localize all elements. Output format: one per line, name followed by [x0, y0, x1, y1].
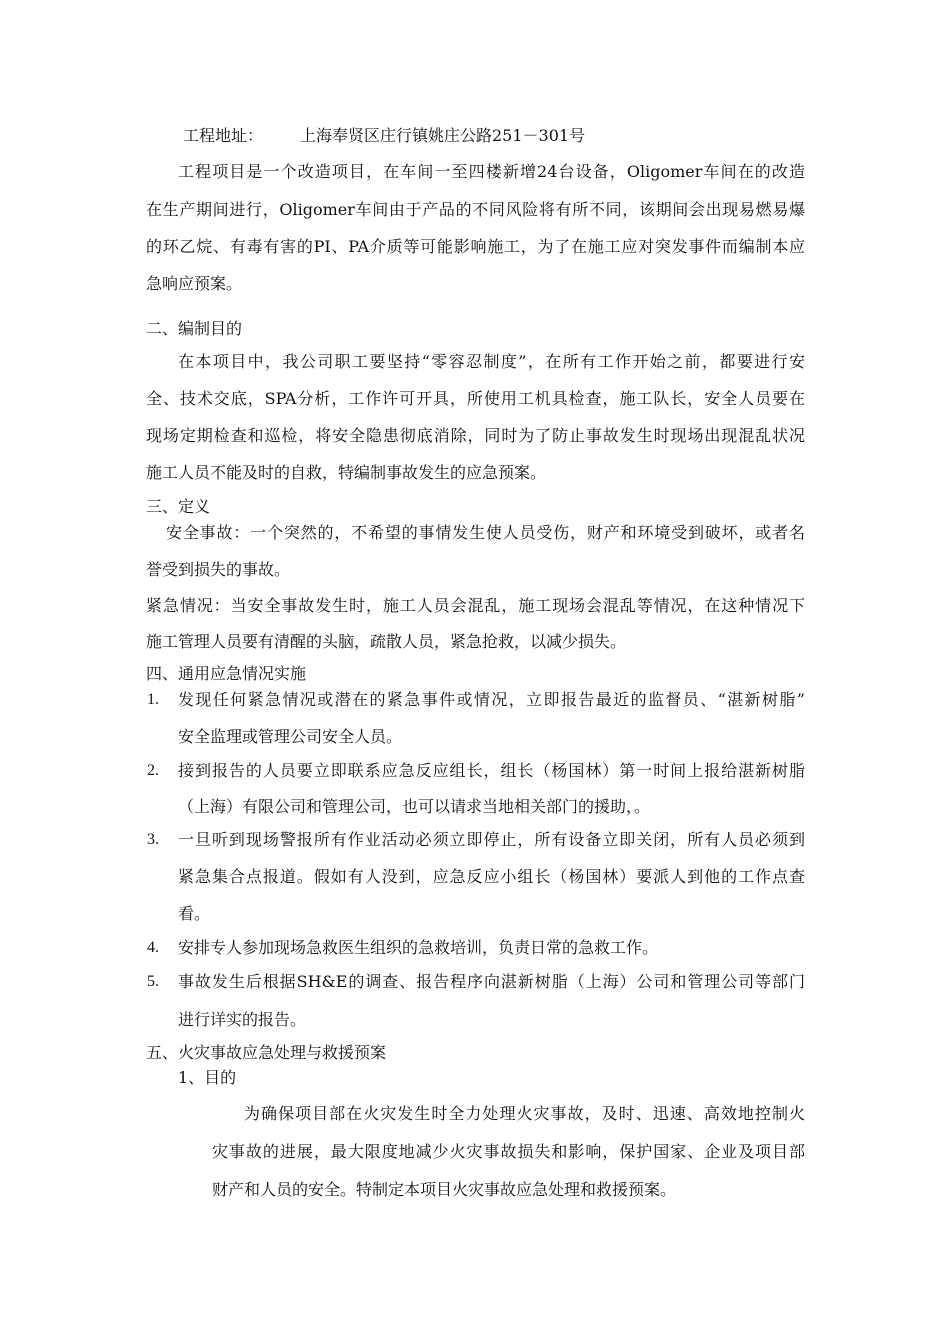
intro-line-3: 的环乙烷、有毒有害的PI、PA介质等可能影响施工，为了在施工应对突发事件而编制本应	[146, 237, 805, 256]
item-3-line-2: 紧急集合点报道。假如有人没到，应急反应小组长（杨国林）要派人到他的工作点查	[178, 867, 805, 886]
item-3-line-3: 看。	[178, 904, 211, 923]
item-1-line-1: 发现任何紧急情况或潜在的紧急事件或情况，立即报告最近的监督员、“湛新树脂”	[178, 690, 805, 709]
intro-line-4: 急响应预案。	[146, 274, 243, 293]
intro-line-2: 在生产期间进行，Oligomer车间由于产品的不同风险将有所不同，该期间会出现易燃易爆	[146, 200, 805, 219]
section-2-heading: 二、编制目的	[146, 319, 243, 338]
item-2-line-2: （上海）有限公司和管理公司，也可以请求当地相关部门的援助，。	[178, 797, 651, 816]
section-2-line-1: 在本项目中，我公司职工要坚持“零容忍制度”，在所有工作开始之前，都要进行安	[178, 352, 805, 371]
section-2-line-2: 全、技术交底，SPA分析，工作许可开具，所使用工机具检查，施工队长，安全人员要在	[146, 389, 805, 408]
item-1-line-2: 安全监理或管理公司安全人员。	[178, 727, 403, 746]
section-4-heading: 四、通用应急情况实施	[146, 664, 307, 683]
section-5-line-2: 灾事故的进展，最大限度地减少火灾事故损失和影响，保护国家、企业及项目部	[212, 1142, 805, 1161]
item-5-number: 5.	[147, 973, 159, 990]
item-4-number: 4.	[147, 939, 159, 956]
section-5-line-3: 财产和人员的安全。特制定本项目火灾事故应急处理和救援预案。	[212, 1180, 677, 1199]
section-2-line-3: 现场定期检查和巡检，将安全隐患彻底消除，同时为了防止事故发生时现场出现混乱状况	[146, 426, 805, 445]
intro-line-1: 工程项目是一个改造项目，在车间一至四楼新增24台设备，Oligomer车间在的改造	[178, 162, 805, 181]
item-4-line-1: 安排专人参加现场急救医生组织的急救培训，负责日常的急救工作。	[178, 938, 659, 957]
item-2-line-1: 接到报告的人员要立即联系应急反应组长，组长（杨国林）第一时间上报给湛新树脂	[178, 761, 805, 780]
item-1-number: 1.	[147, 691, 159, 708]
address-value: 上海奉贤区庄行镇姚庄公路251－301号	[300, 126, 586, 145]
section-3-line-1: 安全事故：一个突然的，不希望的事情发生使人员受伤，财产和环境受到破坏，或者名	[166, 523, 805, 542]
address-label: 工程地址：	[183, 126, 264, 145]
section-5-line-1: 为确保项目部在火灾发生时全力处理火灾事故，及时、迅速、高效地控制火	[244, 1104, 805, 1123]
item-3-number: 3.	[147, 831, 159, 848]
section-5-heading: 五、火灾事故应急处理与救援预案	[146, 1043, 387, 1062]
section-3-line-3: 紧急情况：当安全事故发生时，施工人员会混乱，施工现场会混乱等情况，在这种情况下	[146, 596, 805, 615]
section-2-line-4: 施工人员不能及时的自救，特编制事故发生的应急预案。	[146, 463, 547, 482]
section-3-line-2: 誉受到损失的事故。	[146, 560, 291, 579]
item-5-line-1: 事故发生后根据SH&E的调查、报告程序向湛新树脂（上海）公司和管理公司等部门	[178, 972, 805, 991]
section-3-line-4: 施工管理人员要有清醒的头脑，疏散人员，紧急抢救，以减少损失。	[146, 632, 627, 651]
item-2-number: 2.	[147, 762, 159, 779]
item-5-line-2: 进行详实的报告。	[178, 1010, 307, 1029]
item-3-line-1: 一旦听到现场警报所有作业活动必须立即停止，所有设备立即关闭，所有人员必须到	[178, 830, 805, 849]
section-3-heading: 三、定义	[146, 497, 211, 516]
section-5-subheading: 1、目的	[178, 1068, 237, 1087]
